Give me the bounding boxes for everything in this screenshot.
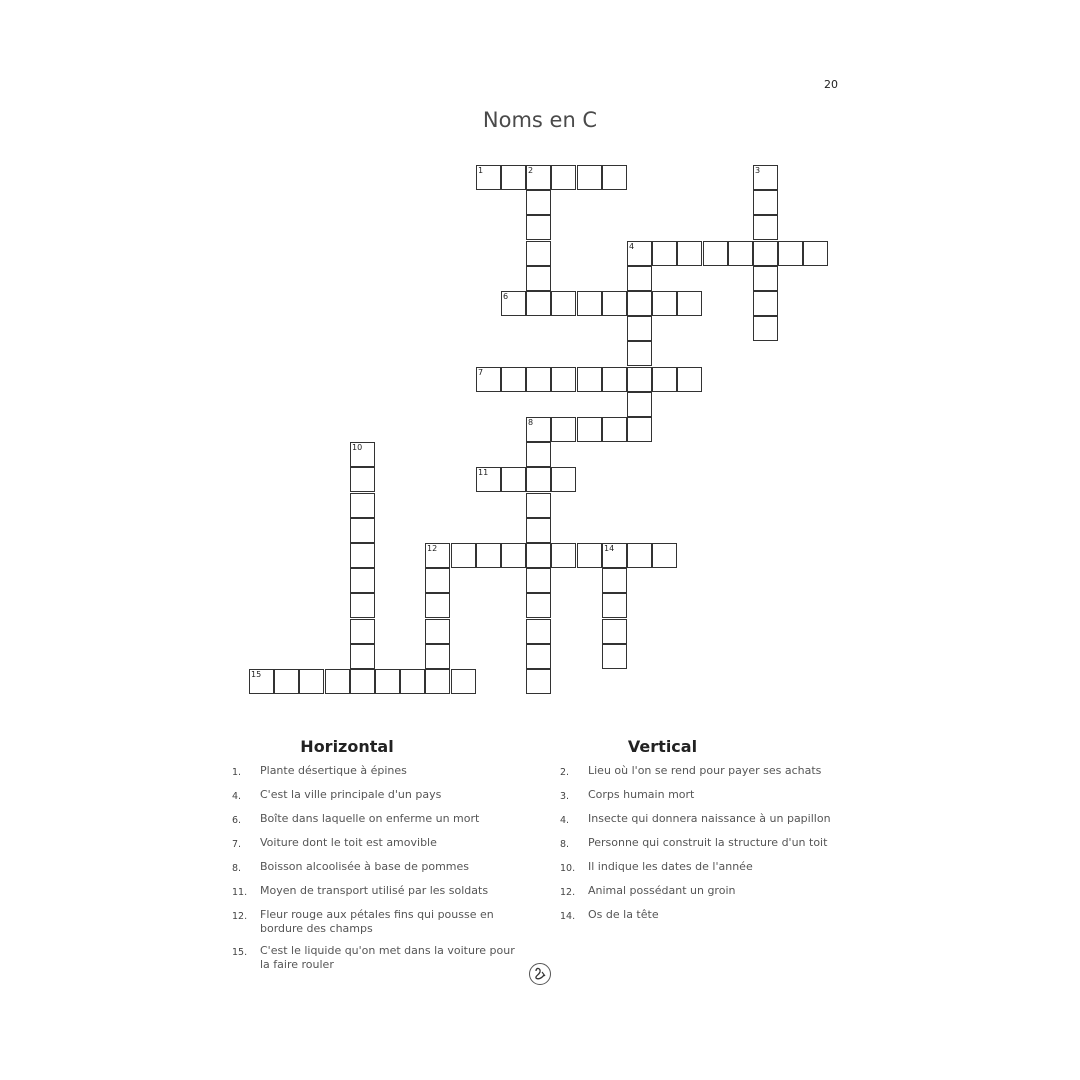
clue-text: Voiture dont le toit est amovible [260, 836, 437, 849]
clue-text: Personne qui construit la structure d'un toit [588, 836, 828, 849]
publisher-logo-icon [528, 962, 552, 986]
grid-cell[interactable] [526, 568, 551, 593]
clue-number: 7 [478, 368, 484, 377]
clue-number: 4 [629, 242, 635, 251]
grid-cell[interactable] [526, 619, 551, 644]
clue-number: 14 [604, 544, 615, 553]
clues-across-list [232, 764, 522, 972]
clue-item [232, 812, 522, 828]
clue-item [232, 884, 522, 900]
clue-text: Il indique les dates de l'année [588, 860, 753, 873]
clue-item [560, 812, 850, 828]
clue-number: 1 [478, 166, 484, 175]
clues-across-section [232, 0, 522, 980]
clue-number: 4. [560, 815, 570, 826]
clue-text: Animal possédant un groin [588, 884, 736, 897]
grid-cell[interactable] [526, 493, 551, 518]
clue-item [560, 788, 850, 804]
clue-number: 8. [232, 863, 242, 874]
clue-item [232, 788, 522, 804]
clue-item [560, 764, 850, 780]
clue-number: 12. [232, 911, 248, 922]
clue-number: 10 [352, 443, 363, 452]
clue-number: 8. [560, 839, 570, 850]
grid-cell[interactable] [526, 644, 551, 669]
grid-cell[interactable] [526, 165, 551, 190]
clue-number: 6. [232, 815, 242, 826]
grid-cell[interactable] [526, 467, 551, 492]
clue-number: 12 [427, 544, 438, 553]
clue-item [560, 908, 850, 924]
grid-cell[interactable] [526, 417, 551, 442]
clues-down-heading: Vertical [627, 737, 698, 756]
clue-number: 3. [560, 791, 570, 802]
clue-text: Fleur rouge aux pétales fins qui pousse en bordure des champs [260, 908, 494, 935]
grid-cell[interactable] [526, 442, 551, 467]
grid-cell[interactable] [526, 215, 551, 240]
clue-number: 10. [560, 863, 576, 874]
clue-number: 2 [528, 166, 534, 175]
grid-cell[interactable] [526, 367, 551, 392]
clue-text: Insecte qui donnera naissance à un papillon [588, 812, 831, 825]
clue-item [232, 860, 522, 876]
clue-number: 11 [478, 468, 489, 477]
grid-cell[interactable] [526, 190, 551, 215]
clues-across-heading: Horizontal [300, 737, 394, 756]
clue-item [560, 884, 850, 900]
clue-number: 2. [560, 767, 570, 778]
clue-item [232, 908, 522, 936]
grid-cell[interactable] [526, 593, 551, 618]
clue-text: Moyen de transport utilisé par les soldats [260, 884, 489, 897]
page-number: 20 [824, 78, 838, 91]
clue-item [232, 944, 522, 972]
clue-text: Lieu où l'on se rend pour payer ses achats [588, 764, 822, 777]
clue-text: Boisson alcoolisée à base de pommes [260, 860, 470, 873]
clue-number: 3 [755, 166, 761, 175]
grid-cell[interactable] [526, 266, 551, 291]
grid-cell[interactable] [526, 518, 551, 543]
clues-down-list [560, 764, 850, 924]
clue-number: 7. [232, 839, 242, 850]
grid-cell[interactable] [526, 291, 551, 316]
clue-number: 4. [232, 791, 242, 802]
clue-number: 15. [232, 947, 248, 958]
clues-down-section [560, 0, 850, 932]
clue-item [232, 836, 522, 852]
clue-text: Boîte dans laquelle on enferme un mort [260, 812, 480, 825]
clue-text: Os de la tête [588, 908, 659, 921]
clue-text: C'est la ville principale d'un pays [260, 788, 442, 801]
clue-text: Corps humain mort [588, 788, 695, 801]
clue-text: C'est le liquide qu'on met dans la voiture pour la faire rouler [260, 944, 515, 971]
clue-number: 12. [560, 887, 576, 898]
clue-number: 6 [503, 292, 509, 301]
clue-number: 14. [560, 911, 576, 922]
clue-number: 8 [528, 418, 534, 427]
grid-cell[interactable] [526, 543, 551, 568]
clue-item [232, 764, 522, 780]
clue-number: 15 [251, 670, 262, 679]
clue-number: 1. [232, 767, 242, 778]
clue-item [560, 836, 850, 852]
grid-cell[interactable] [526, 241, 551, 266]
clue-number: 11. [232, 887, 248, 898]
clue-item [560, 860, 850, 876]
clue-text: Plante désertique à épines [260, 764, 407, 777]
grid-cell[interactable] [526, 669, 551, 694]
page-title: Noms en C [482, 108, 598, 132]
